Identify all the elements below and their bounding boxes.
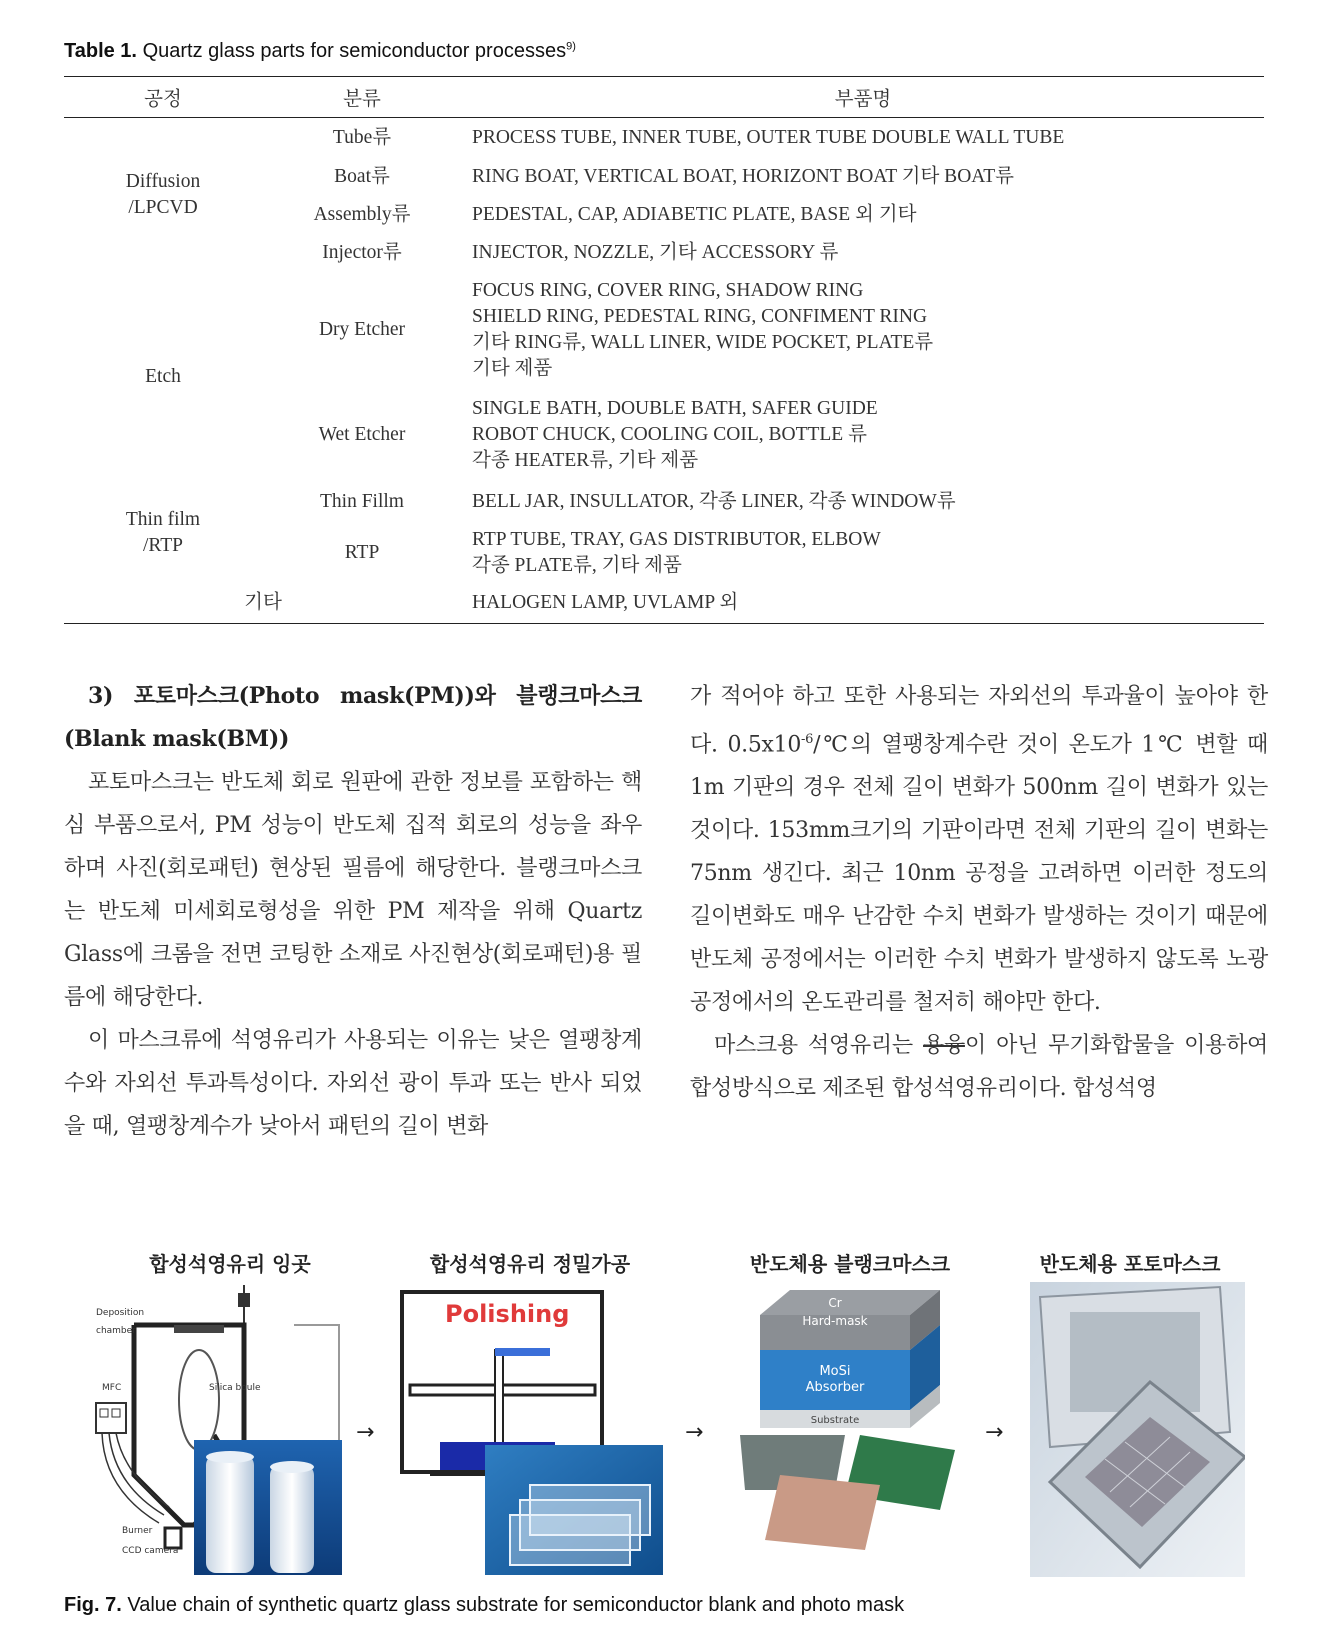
table-caption-ref: 9) — [566, 40, 576, 53]
figure-title-ingot: 합성석영유리 잉곳 — [149, 1252, 311, 1276]
process-cell: 기타 — [64, 584, 462, 624]
figure-caption-text: Value chain of synthetic quartz glass substrate for semiconductor blank and photo mask — [127, 1594, 905, 1616]
names-cell: FOCUS RING, COVER RING, SHADOW RING SHIELD RING, PEDESTAL RING, CONFIMENT RING 기타 RING류, WALL LINER, WIDE POCKET, PLATE류 기타 제품 — [472, 279, 934, 379]
names-cell: BELL JAR, INSULLATOR, 각종 LINER, 각종 WINDOW류 — [472, 490, 956, 512]
arrow-3: → — [985, 1420, 1004, 1445]
class-cell: RTP — [344, 541, 380, 563]
polishing-diagram — [400, 1290, 665, 1575]
section-heading: 3) 포토마스크(Photo mask(PM))와 블랭크마스크 (Blank mask(BM)) — [64, 683, 642, 752]
table-row — [64, 584, 1264, 624]
figure-caption — [64, 1594, 904, 1617]
table-header-row — [64, 77, 1264, 118]
figure-title-polishing: 합성석영유리 정밀가공 — [429, 1252, 631, 1276]
label-deposition: Deposition — [96, 1308, 145, 1318]
table-row — [64, 272, 1264, 388]
process-cell: Thin film /RTP — [125, 508, 201, 556]
names-cell: RING BOAT, VERTICAL BOAT, HORIZONT BOAT 기타 BOAT류 — [472, 165, 1014, 187]
layer-cr: Cr — [828, 1296, 842, 1310]
names-cell: PROCESS TUBE, INNER TUBE, OUTER TUBE DOUBLE WALL TUBE — [472, 126, 1065, 148]
header-class: 분류 — [262, 77, 462, 118]
process-cell: Diffusion /LPCVD — [125, 170, 201, 218]
class-cell: Tube류 — [332, 126, 392, 148]
arrow-2: → — [685, 1420, 704, 1445]
layer-absorber: Absorber — [805, 1380, 865, 1395]
names-cell: PEDESTAL, CAP, ADIABETIC PLATE, BASE 외 기타 — [472, 203, 917, 225]
table-caption-text: Quartz glass parts for semiconductor processes — [142, 40, 567, 62]
table-caption — [64, 40, 576, 63]
paragraph: 포토마스크는 반도체 회로 원판에 관한 정보를 포함하는 핵심 부품으로서, PM 성능이 반도체 집적 회로의 성능을 좌우하며 사진(회로패턴) 현상된 필름에 해당한다. 블랭크마스크는 반도체 미세회로형성을 위한 PM 제작을 위해 Quartz Glass에 크롬을 전면 코팅한 소재로 사진현상(회로패턴)용 필름에 해당한다. — [64, 770, 642, 1010]
ingot-diagram — [94, 1285, 344, 1575]
figure-caption-label: Fig. 7. — [64, 1594, 122, 1616]
class-cell: Dry Etcher — [318, 318, 406, 340]
blank-mask-diagram — [740, 1285, 965, 1550]
right-text-column — [690, 675, 1268, 1110]
names-cell: RTP TUBE, TRAY, GAS DISTRIBUTOR, ELBOW 각종 PLATE류, 기타 제품 — [472, 528, 881, 576]
photo-mask-image — [1030, 1282, 1245, 1577]
label-ccd-camera: CCD camera — [122, 1546, 179, 1556]
layer-substrate: Substrate — [810, 1415, 860, 1426]
figure-title-photo-mask: 반도체용 포토마스크 — [1039, 1252, 1221, 1276]
label-chamber: chamber — [96, 1326, 136, 1336]
paragraph: 이 마스크류에 석영유리가 사용되는 이유는 낮은 열팽창계수와 자외선 투과특성이다. 자외선 광이 투과 또는 반사 되었을 때, 열팽창계수가 낮아서 패턴의 길이 변화 — [64, 1028, 642, 1139]
header-part-names: 부품명 — [462, 77, 1264, 118]
label-silica-boule: Silica boule — [209, 1383, 261, 1393]
paragraph: 가 적어야 하고 또한 사용되는 자외선의 투과율이 높아야 한다. $0.5x10^{-6}/℃$의 열팽창계수란 것이 온도가 1℃ 변할 때 1m 기판의 경우 전체 길이 변화가 500nm 길이 변화가 있는 것이다. 153mm크기의 기판이라면 전체 기판의 길이 변화는 75nm 생긴다. 최근 10nm 공정을 고려하면 이러한 정도의 길이변화도 매우 난감한 수치 변화가 발생하는 것이기 때문에 반도체 공정에서는 이러한 수치 변화가 발생하지 않도록 노광 공정에서의 온도관리를 철저히 해야만 한다. — [690, 684, 1268, 1016]
table-caption-label: Table 1. — [64, 40, 137, 62]
names-cell: HALOGEN LAMP, UVLAMP 외 — [462, 584, 1264, 624]
class-cell: Thin Fillm — [320, 490, 404, 512]
blank-plate-copper-icon — [765, 1475, 880, 1550]
process-cell: Etch — [145, 365, 181, 387]
figure-title-blank-mask: 반도체용 블랭크마스크 — [749, 1252, 951, 1276]
table-row — [64, 118, 1264, 158]
left-text-column — [64, 675, 642, 1148]
paragraph: 마스크용 석영유리는 용융이 아닌 무기화합물을 이용하여 합성방식으로 제조된 합성석영유리이다. 합성석영 — [690, 1033, 1268, 1102]
class-cell: Injector류 — [322, 241, 402, 263]
class-cell: Boat류 — [334, 165, 390, 187]
names-cell: SINGLE BATH, DOUBLE BATH, SAFER GUIDE ROBOT CHUCK, COOLING COIL, BOTTLE 류 각종 HEATER류, 기타 제품 — [472, 397, 878, 471]
layer-hard-mask: Hard-mask — [802, 1314, 868, 1328]
polishing-label: Polishing — [445, 1300, 570, 1328]
class-cell: Wet Etcher — [318, 423, 406, 445]
class-cell: Assembly류 — [313, 203, 411, 225]
table-row — [64, 482, 1264, 522]
label-mfc: MFC — [102, 1383, 122, 1393]
arrow-1: → — [356, 1420, 375, 1445]
quartz-parts-table — [64, 76, 1264, 624]
label-burner: Burner — [122, 1526, 153, 1536]
names-cell: INJECTOR, NOZZLE, 기타 ACCESSORY 류 — [472, 241, 839, 263]
header-process: 공정 — [64, 77, 262, 118]
layer-mosi: MoSi — [819, 1364, 851, 1379]
